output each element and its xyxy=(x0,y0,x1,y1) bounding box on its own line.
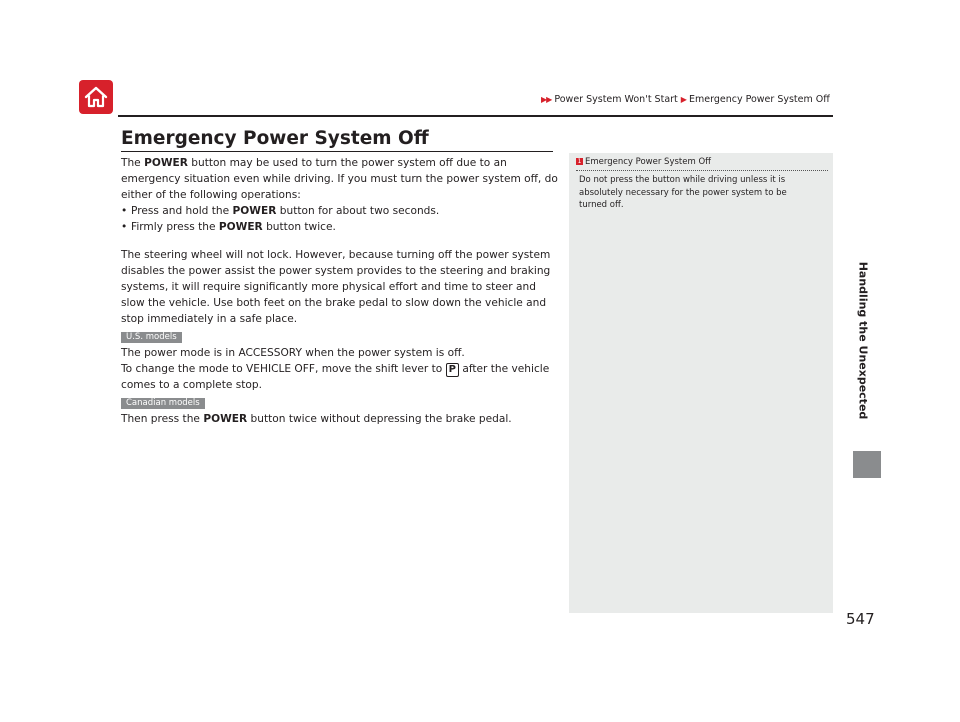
list-item: • Press and hold the POWER button for about two seconds. xyxy=(121,205,440,217)
home-icon xyxy=(83,84,109,110)
breadcrumb-parent[interactable]: Power System Won't Start xyxy=(554,94,678,105)
page-number: 547 xyxy=(846,610,875,628)
page-title: Emergency Power System Off xyxy=(121,128,429,149)
home-button[interactable] xyxy=(79,80,113,114)
breadcrumb-arrow-icon: ▶▶ xyxy=(541,95,552,104)
canadian-models-text: Then press the POWER button twice without depressing the brake pedal. xyxy=(121,413,512,425)
canadian-models-tag: Canadian models xyxy=(121,398,205,409)
intro-paragraph: The POWER button may be used to turn the power system off due to an emergency situation even while driving. If you must turn the power system off, do either of the following operations: xyxy=(121,157,558,201)
breadcrumb xyxy=(541,94,830,105)
bullet-icon: • xyxy=(121,221,128,233)
breadcrumb-current: Emergency Power System Off xyxy=(688,94,830,105)
us-models-tag: U.S. models xyxy=(121,332,182,343)
section-tab[interactable] xyxy=(847,230,879,450)
sidebar-heading: 1 Emergency Power System Off xyxy=(577,157,711,167)
section-tab-label: Handling the Unexpected xyxy=(856,261,870,419)
breadcrumb-arrow-icon: ▶ xyxy=(680,95,686,104)
steering-paragraph: The steering wheel will not lock. However, because turning off the power system disables the power assist the power system provides to the steering and braking systems, it will require significantly more physical effort and time to steer and slow the vehicle. Use both feet on the brake pedal to slow down the vehicle and stop immediately in a safe place. xyxy=(121,249,551,325)
reference-mark-icon: 1 xyxy=(577,158,582,165)
sidebar-note-panel xyxy=(569,153,833,613)
list-item: • Firmly press the POWER button twice. xyxy=(121,221,336,233)
sidebar-note-text: Do not press the button while driving unless it is absolutely necessary for the power system to be turned off. xyxy=(579,175,787,210)
bullet-icon: • xyxy=(121,205,128,217)
title-divider xyxy=(121,151,553,152)
header-divider xyxy=(118,115,833,117)
power-key-label: POWER xyxy=(144,157,188,169)
sidebar-divider xyxy=(576,170,828,171)
park-position-icon: P xyxy=(446,363,459,377)
us-models-text: The power mode is in ACCESSORY when the power system is off. To change the mode to VEHICLE OFF, move the shift lever to P after the vehicle comes to a complete stop. xyxy=(121,347,550,391)
section-tab-marker xyxy=(853,451,881,478)
